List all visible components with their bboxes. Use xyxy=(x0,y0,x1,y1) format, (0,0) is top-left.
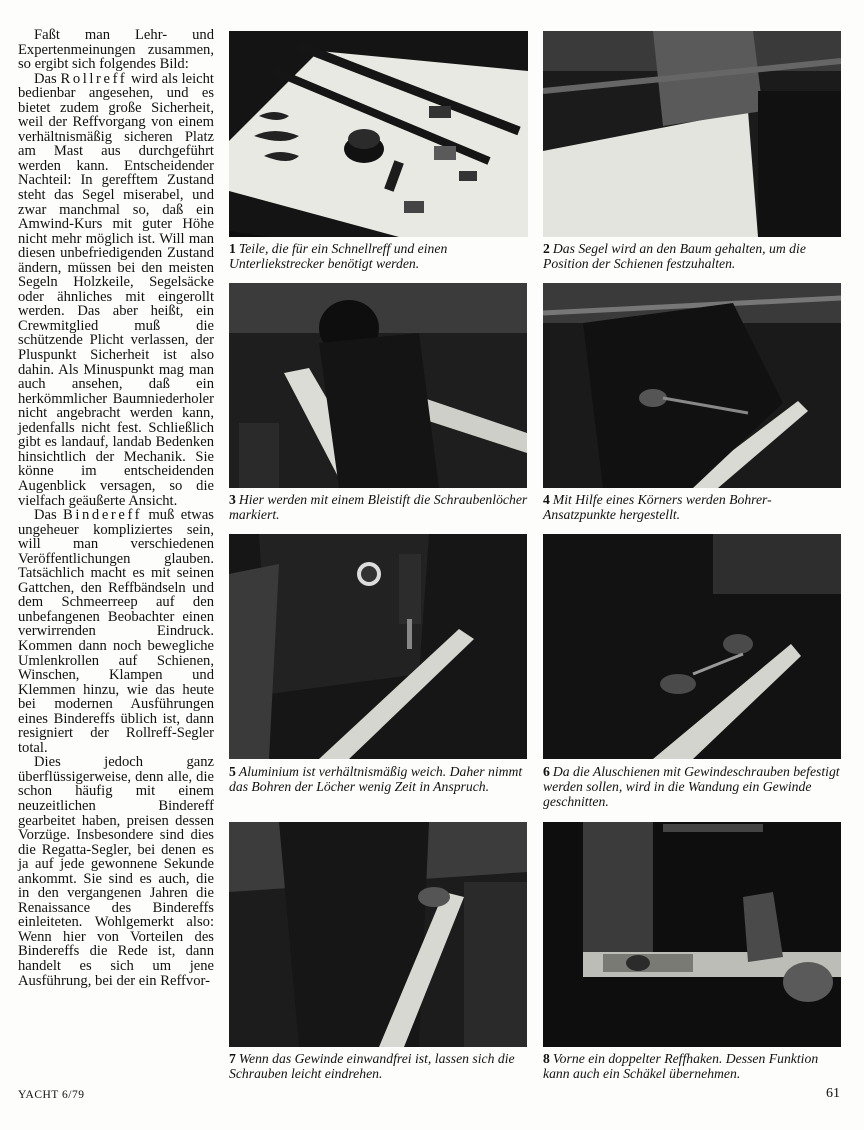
caption-6-text: Da die Aluschienen mit Gewindeschrauben befestigt werden sollen, wird in die Wandung ein Gewinde geschnitten. xyxy=(543,764,840,810)
caption-7 xyxy=(229,1051,534,1081)
article-paragraph-3 xyxy=(18,508,214,755)
caption-4 xyxy=(543,492,843,522)
article-paragraph-4 xyxy=(18,755,214,988)
photo-7-screws xyxy=(229,822,527,1047)
caption-5-text: Aluminium ist verhältnismäßig weich. Daher nimmt das Bohren der Löcher wenig Zeit in Anspruch. xyxy=(229,764,523,795)
caption-6-number: 6 xyxy=(543,764,550,779)
paragraph-3-lead: Das xyxy=(34,507,64,524)
caption-3 xyxy=(229,492,529,522)
caption-4-text: Mit Hilfe eines Körners werden Bohrer-Ansatzpunkte hergestellt. xyxy=(543,492,772,523)
photo-6-thread-tapping xyxy=(543,534,841,759)
caption-3-number: 3 xyxy=(229,492,236,507)
article-text-column xyxy=(18,28,214,988)
paragraph-1-text: Faßt man Lehr- und Expertenmeinungen zusammen, so ergibt sich folgendes Bild: xyxy=(18,27,214,73)
caption-1 xyxy=(229,241,529,271)
page-number: 61 xyxy=(826,1086,840,1101)
term-bindereff: Bindereff xyxy=(63,507,143,524)
paragraph-2-body: wird als leicht bedienbar angesehen, und es bietet zudem große Sicherheit, weil der Reffvorgang von einem verhältnismäßig sicheren Platz am Mast aus durchgeführt werden kann. Entscheidender Nachteil: In gerefftem Zustand steht das Segel miserabel, und zwar manchmal so, daß ein Amwind-Kurs mit guter Höhe nicht mehr möglich ist. Will man diesen unbefriedigenden Zustand ändern, müssen bei den meisten Segeln Holzkeile, Segelsäcke oder ähnliches mit eingerollt werden. Das aber heißt, ein Crewmitglied muß die schützende Plicht verlassen, der Pluspunkt Sicherheit ist also dahin. Als Minuspunkt mag man auch ansehen, daß ein herkömmlicher Baumniederholer nicht angebracht werden kann, jedenfalls nicht fest. Schließlich gibt es landauf, landab Bedenken hinsichtlich der Mechanik. Sie könne im entscheidenden Augenblick versagen, so die vielfach geäußerte Ansicht. xyxy=(18,70,214,509)
photo-8-reef-hook xyxy=(543,822,841,1047)
caption-1-number: 1 xyxy=(229,241,236,256)
paragraph-2-lead: Das xyxy=(34,70,61,87)
photo-5-drilling xyxy=(229,534,527,759)
caption-7-number: 7 xyxy=(229,1051,236,1066)
photo-2-sail-boom xyxy=(543,31,841,237)
term-rollreff: Rollreff xyxy=(60,70,128,87)
caption-1-text: Teile, die für ein Schnellreff und einen Unterliekstrecker benötigt werden. xyxy=(229,241,448,272)
paragraph-4-text: Dies jedoch ganz überflüssigerweise, denn alle, die schon häufig mit einem neuzeitlichen Bindereff gearbeitet haben, preisen dessen Vorzüge. Insbesondere sind dies die Regatta-Segler, bei denen es ja auf jede gewonnene Sekunde ankommt. Sie sind es auch, die in den vergangenen Jahren die Renaissance des Bindereffs einleiteten. Wohlgemerkt also: Wenn hier von Vorteilen des Bindereffs die Rede ist, dann handelt es sich um jene Ausführung, bei der ein Reffvor- xyxy=(18,754,214,989)
photo-3-marking xyxy=(229,283,527,488)
caption-8 xyxy=(543,1051,848,1081)
photo-4-center-punch xyxy=(543,283,841,488)
caption-2 xyxy=(543,241,843,271)
caption-5 xyxy=(229,764,531,794)
caption-7-text: Wenn das Gewinde einwandfrei ist, lassen sich die Schrauben leicht eindrehen. xyxy=(229,1051,515,1082)
article-paragraph-2 xyxy=(18,72,214,508)
caption-3-text: Hier werden mit einem Bleistift die Schraubenlöcher markiert. xyxy=(229,492,528,523)
caption-2-number: 2 xyxy=(543,241,550,256)
caption-8-number: 8 xyxy=(543,1051,550,1066)
magazine-issue: YACHT 6/79 xyxy=(18,1089,85,1101)
caption-2-text: Das Segel wird an den Baum gehalten, um die Position der Schienen festzuhalten. xyxy=(543,241,806,272)
article-paragraph-1 xyxy=(18,28,214,72)
caption-5-number: 5 xyxy=(229,764,236,779)
photo-1-parts xyxy=(229,31,528,237)
caption-4-number: 4 xyxy=(543,492,550,507)
paragraph-3-body: muß etwas ungeheuer kompliziertes sein, will man verschiedenen Veröffentlichungen glauben. Tatsächlich macht es mit seinen Gattchen, den Reffbändseln und dem Schmeerreep auf den unbefangenen Beobachter einen verwirrenden Eindruck. Kommen dann noch bewegliche Umlenkrollen auf Schienen, Winschen, Klampen und Klemmen hinzu, wie das heute bei modernen Ausführungen eines Bindereffs üblich ist, dann resigniert der Rollreff-Segler total. xyxy=(18,507,214,756)
caption-6 xyxy=(543,764,848,810)
caption-8-text: Vorne ein doppelter Reffhaken. Dessen Funktion kann auch ein Schäkel übernehmen. xyxy=(543,1051,819,1082)
